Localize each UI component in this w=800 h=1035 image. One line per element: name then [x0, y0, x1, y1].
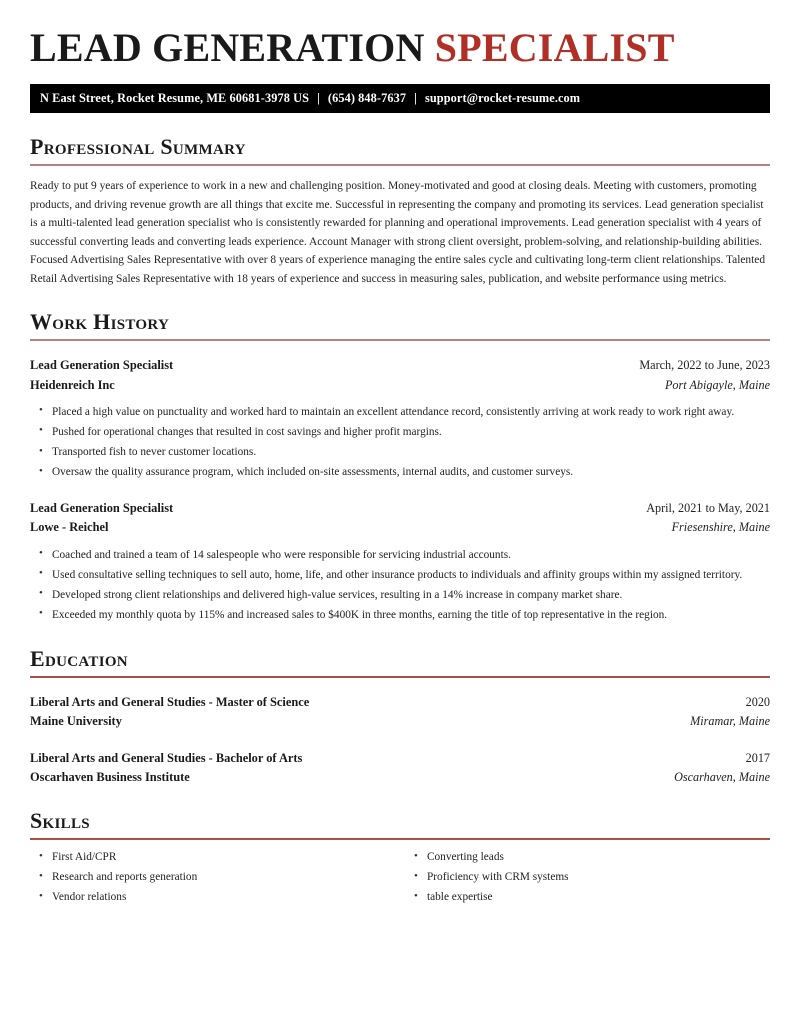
- title-accent: SPECIALIST: [434, 25, 675, 70]
- section-heading-education: Education: [30, 646, 128, 671]
- job-company: Lowe - Reichel: [30, 520, 109, 535]
- contact-separator-2: |: [414, 91, 417, 106]
- job-location: Port Abigayle, Maine: [664, 377, 770, 392]
- education-entry-header: [30, 749, 770, 768]
- job-location: Friesenshire, Maine: [671, 520, 770, 535]
- list-item: • Converting leads: [427, 847, 770, 867]
- degree-title: Liberal Arts and General Studies - Bachelor of Arts: [30, 750, 303, 765]
- job-dates: March, 2022 to June, 2023: [639, 358, 770, 373]
- section-work-history: [30, 310, 770, 625]
- section-heading-work-history: Work History: [30, 309, 170, 335]
- job-company: Heidenreich Inc: [30, 377, 115, 392]
- section-divider-summary: [30, 164, 770, 166]
- education-entry-subheader: [30, 712, 770, 731]
- degree-title: Liberal Arts and General Studies - Master of Science: [30, 695, 310, 710]
- section-professional-summary: [30, 135, 770, 288]
- skills-list-left: [30, 847, 400, 907]
- section-divider-work-history: [30, 339, 770, 341]
- list-item: • Vendor relations: [52, 887, 400, 907]
- page-title: [30, 0, 770, 71]
- job-bullet-list: [30, 402, 770, 482]
- job-title: Lead Generation Specialist: [30, 501, 174, 516]
- education-entry: [30, 749, 770, 787]
- job-dates: April, 2021 to May, 2021: [646, 501, 770, 516]
- education-entry: [30, 693, 770, 731]
- skills-list-right: [405, 847, 770, 907]
- education-entry-header: [30, 693, 770, 712]
- list-item: • Transported fish to never customer locations.: [52, 442, 770, 462]
- education-entry-subheader: [30, 768, 770, 787]
- list-item: • Pushed for operational changes that resulted in cost savings and higher profit margins.: [52, 422, 770, 442]
- work-entry: [30, 499, 770, 625]
- section-divider-skills: [30, 838, 770, 840]
- list-item: • Exceeded my monthly quota by 115% and increased sales to $400K in three months, earning the title of top representative in the region.: [52, 605, 770, 625]
- skills-column-left: [30, 847, 400, 907]
- skills-column-right: [400, 847, 770, 907]
- job-bullet-list: [30, 545, 770, 625]
- work-entry-header: [30, 356, 770, 375]
- list-item: • Coached and trained a team of 14 salespeople who were responsible for servicing industrial accounts.: [52, 545, 770, 565]
- section-education: [30, 647, 770, 787]
- degree-year: 2017: [745, 750, 770, 765]
- degree-year: 2020: [745, 695, 770, 710]
- contact-email[interactable]: support@rocket-resume.com: [424, 91, 581, 106]
- work-entry-subheader: [30, 376, 770, 395]
- list-item: • Developed strong client relationships and delivered high-value services, resulting in a 14% increase in company market share.: [52, 585, 770, 605]
- work-entry-header: [30, 499, 770, 518]
- list-item: • Used consultative selling techniques to sell auto, home, life, and other insurance products to individuals and affinity groups within my assigned territory.: [52, 565, 770, 585]
- list-item: • table expertise: [427, 887, 770, 907]
- school-location: Miramar, Maine: [690, 714, 770, 729]
- work-entry-subheader: [30, 518, 770, 537]
- section-skills: [30, 809, 770, 907]
- section-divider-education: [30, 676, 770, 678]
- section-heading-summary: Professional Summary: [30, 134, 246, 160]
- list-item: • Proficiency with CRM systems: [427, 867, 770, 887]
- list-item: • First Aid/CPR: [52, 847, 400, 867]
- section-heading-skills: Skills: [30, 808, 90, 834]
- contact-phone[interactable]: (654) 848-7637: [327, 91, 407, 106]
- skills-columns: [30, 847, 770, 907]
- list-item: • Oversaw the quality assurance program, which included on-site assessments, internal audits, and customer surveys.: [52, 462, 770, 482]
- job-title: Lead Generation Specialist: [30, 358, 174, 373]
- list-item: • Research and reports generation: [52, 867, 400, 887]
- work-entry: [30, 356, 770, 482]
- school-name: Oscarhaven Business Institute: [30, 769, 190, 784]
- school-location: Oscarhaven, Maine: [674, 769, 770, 784]
- contact-separator-1: |: [317, 91, 320, 106]
- contact-bar: [30, 84, 770, 113]
- summary-paragraph: Ready to put 9 years of experience to work in a new and challenging position. Money-motivated and good at closing deals. Meeting with customers, promoting products, and driving revenue growth are all things that excite me. Successful in representing the company and promoting its services. Lead generation specialist is a multi-talented lead generation specialist who is consistently rewarded for planning and operational improvements. Lead generation specialist with 4 years of successful converting leads and converting leads experience. Account Manager with strong client oversight, problem-solving, and relationship-building abilities. Focused Advertising Sales Representative with over 8 years of experience managing the entire sales cycle and cultivating long-term client relationships. Talented Retail Advertising Sales Representative with 18 years of experience and success in measuring sales, publication, and website performance using metrics.: [30, 180, 766, 285]
- list-item: • Placed a high value on punctuality and worked hard to maintain an excellent attendance record, consistently arriving at work ready to work right away.: [52, 402, 770, 422]
- school-name: Maine University: [30, 714, 122, 729]
- title-primary: LEAD GENERATION: [30, 25, 425, 70]
- contact-address: N East Street, Rocket Resume, ME 60681-3978 US: [40, 91, 310, 106]
